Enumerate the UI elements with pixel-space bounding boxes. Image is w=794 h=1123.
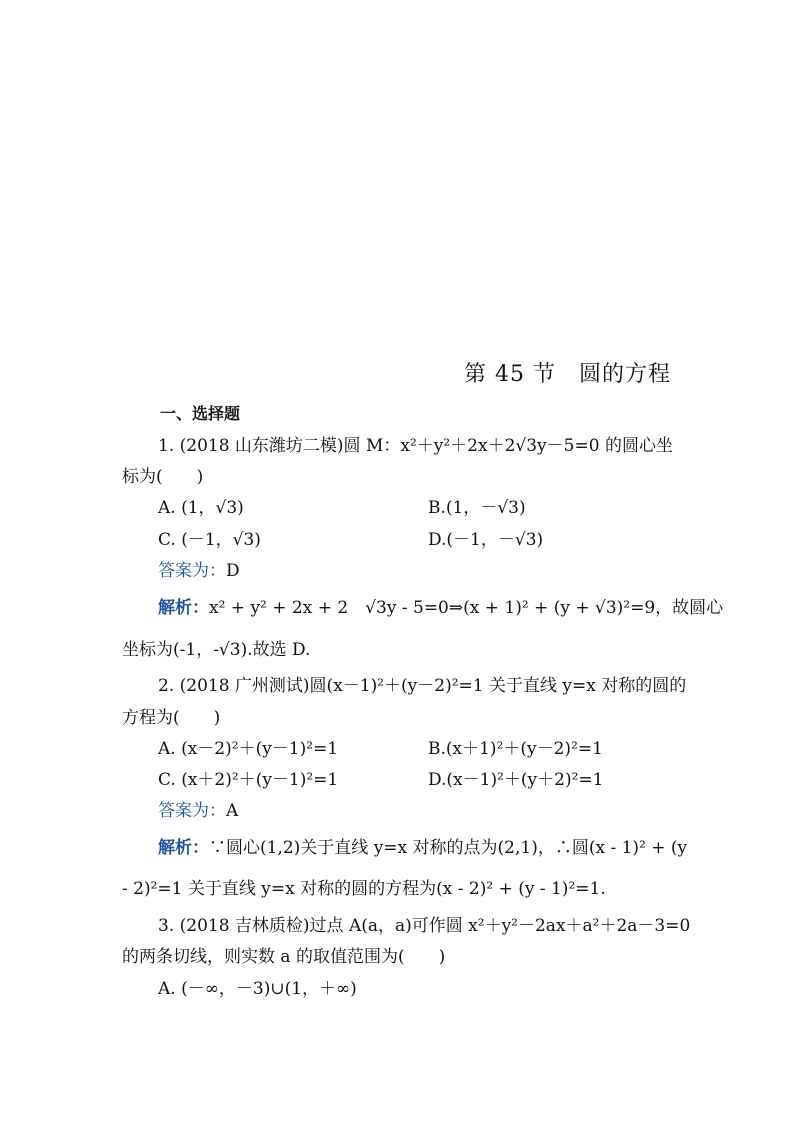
q2-answer-label: 答案为：	[158, 801, 226, 821]
q1-analysis-text1: x² + y² + 2x + 2 √3y ‐ 5=0⇒(x + 1)² + (y + √3)²=9，故圆心	[209, 598, 724, 618]
q2-option-c: C. (x＋2)²＋(y－1)²=1	[158, 770, 339, 790]
q2-answer	[158, 799, 238, 823]
q1-stem-line1: 1. (2018 山东潍坊二模)圆 M：x²＋y²＋2x＋2√3y－5=0 的圆心坐	[158, 436, 673, 456]
q2-analysis-label: 解析：	[158, 838, 209, 858]
q1-options-row2	[158, 528, 578, 552]
q2-analysis-line1	[158, 836, 687, 860]
q1-stem-line2: 标为( )	[122, 467, 204, 487]
q1-analysis-label: 解析：	[158, 598, 209, 618]
q1-option-d: D.(－1，－√3)	[428, 530, 544, 550]
q2-option-d: D.(x－1)²＋(y＋2)²=1	[428, 770, 604, 790]
q3-stem-line2: 的两条切线，则实数 a 的取值范围为( )	[122, 947, 446, 967]
q2-stem-line2: 方程为( )	[122, 708, 221, 728]
section-heading: 一、选择题	[160, 404, 241, 423]
q1-analysis-line1	[158, 596, 723, 620]
q1-answer	[158, 559, 240, 583]
q1-answer-value: D	[226, 561, 240, 581]
q2-stem-line1: 2. (2018 广州测试)圆(x－1)²＋(y－2)²=1 关于直线 y=x 对称的圆的	[158, 676, 687, 696]
q2-analysis-text1: ∵圆心(1,2)关于直线 y=x 对称的点为(2,1)，∴圆(x ‐ 1)² + (y	[209, 838, 688, 858]
q2-answer-value: A	[226, 801, 239, 821]
q1-option-a: A. (1，√3)	[158, 498, 244, 518]
q2-analysis-line2: ‐ 2)²=1 关于直线 y=x 对称的圆的方程为(x ‐ 2)² + (y ‐ 1)²=1.	[122, 879, 606, 899]
q2-option-a: A. (x－2)²＋(y－1)²=1	[158, 739, 339, 759]
q2-option-b: B.(x＋1)²＋(y－2)²=1	[428, 739, 603, 759]
q1-answer-label: 答案为：	[158, 561, 226, 581]
q1-options-row1	[158, 496, 578, 520]
q3-option-a: A. (－∞，－3)∪(1，＋∞)	[158, 979, 357, 999]
q1-option-c: C. (－1，√3)	[158, 530, 261, 550]
page-title: 第 45 节 圆的方程	[464, 362, 671, 387]
q2-options-row1	[158, 737, 618, 761]
q2-options-row2	[158, 768, 618, 792]
q3-stem-line1: 3. (2018 吉林质检)过点 A(a，a)可作圆 x²＋y²－2ax＋a²＋2a－3=0	[158, 916, 691, 936]
q1-option-b: B.(1，－√3)	[428, 498, 526, 518]
q1-analysis-line2: 坐标为(‐1，‐√3).故选 D.	[122, 640, 311, 660]
